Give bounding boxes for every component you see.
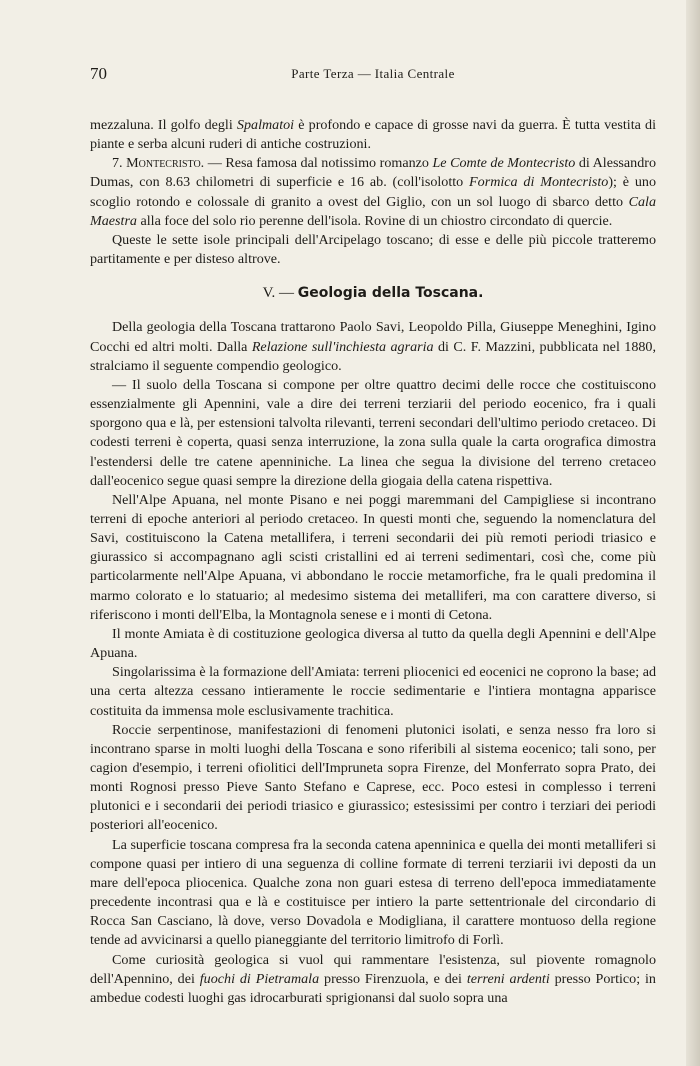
paragraph-geologia-intro: Della geologia della Toscana trattarono Paolo Savi, Leopoldo Pilla, Giuseppe Meneghini, Igino Cocchi ed altri molti. Dalla Relazione sull'inchiesta agraria di C. F. Mazzini, pubblicata nel 1880, stralciamo il seguente compendio geologico. [90, 319, 656, 374]
section-heading: V. — Geologia della Toscana. [262, 285, 484, 302]
running-head: Parte Terza — Italia Centrale [291, 66, 455, 81]
paragraph-golfo: mezzaluna. Il golfo degli Spalmatoi è profondo e capace di grosse navi da guerra. È tutta vestita di piante e serba alcuni ruderi di antiche costruzioni. [90, 117, 657, 153]
paragraph-curiosita: Come curiosità geologica si vuol qui rammentare l'esistenza, sul piovente romagnolo dell'Apennino, dei fuochi di Pietramala presso Firenzuola, e dei terreni ardenti presso Portico; in ambedue codesti luoghi gas idrocarburati sprigionansi dal suolo sopra una [90, 951, 656, 1006]
paragraph-alpe-apuana: Nell'Alpe Apuana, nel monte Pisano e nei poggi maremmani del Campigliese si incontrano terreni di epoche anteriori al periodo cretaceo. In questi monti che, seguendo la nomenclatura del Savi, costituiscono la Catena metallifera, i terreni secondarii dei più remoti periodi triasico e giurassico si accompagnano agli scisti cristallini ed ai terreni sedimentari, così che, come più particolarmente nell'Alpe Apuana, vi abbondano le roccie metamorfiche, fra le quali predomina il marmo colorato e lo statuario; al medesimo sistema dei metalliferi, ma con carattere diverso, si riferiscono i monti dell'Elba, la Montagnola senese e i monti di Cetona. [90, 491, 656, 623]
body-text [90, 116, 656, 1008]
page-number: 70 [90, 64, 107, 83]
page-header [90, 64, 656, 86]
paragraph-roccie-serpentinose: Roccie serpentinose, manifestazioni di fenomeni plutonici isolati, e senza nesso fra loro si incontrano sparse in molti luoghi della Toscana e sono riferibili al sistema eocenico; tali sono, per cagion d'esempio, i terreni ofiolitici dell'Impruneta sopra Firenze, del Monferrato sopra Prato, dei monti Rognosi presso Pieve Santo Stefano e Caprese, ecc. Poco estesi in complesso i terreni plutonici e i secondarii dei periodi triasico e giurassico; estesissimi per contro i terziari dei periodi posteriori all'eocenico. [90, 721, 656, 834]
island-name: Montecristo. [126, 155, 205, 172]
page-edge-shadow [686, 0, 700, 1066]
paragraph-amiata: Il monte Amiata è di costituzione geologica diversa al tutto da quella degli Apennini e dell'Alpe Apuana. [90, 625, 656, 662]
paragraph-suolo: — Il suolo della Toscana si compone per oltre quattro decimi delle rocce che costituiscono essenzialmente gli Apennini, vale a dire dei terreni terziarii del periodo eocenico, fra i quali sporgono qua e là, per estensioni talvolta rilevanti, terreni secondari dell'ultimo periodo cretaceo. Di codesti terreni è coperta, quasi senza interruzione, la zona sulla quale la carta orografica dimostra l'estendersi delle tre catene apenniniche. La linea che segua la divisione del terreno cretaceo dall'eocenico segue quasi sempre la direzione della giogaia della catena rispettiva. [90, 376, 656, 489]
paragraph-sette-isole: Queste le sette isole principali dell'Arcipelago toscano; di esse e delle più piccole tratteremo partitamente e per disteso altrove. [90, 231, 656, 268]
paragraph-superficie-toscana: La superficie toscana compresa fra la seconda catena apenninica e quella dei monti metalliferi si compone quasi per intiero di una seguenza di colline formate di terreni terziarii ivi deposti da un mare dell'epoca pliocenica. Qualche zona non guari estesa di terreno dell'epoca immediatamente precedente incontrasi qua e là e costituisce per intiero la parte settentrionale del circondario di Rocca San Casciano, là dove, verso Dovadola e Modigliana, il carattere montuoso della regione tende ad avvicinarsi a quello pianeggiante del territorio limitrofo di Forlì. [90, 836, 656, 949]
paragraph-montecristo: 7. Montecristo. — Resa famosa dal notissimo romanzo Le Comte de Montecristo di Alessandro Dumas, con 8.63 chilometri di superficie e 16 ab. (coll'isolotto Formica di Montecristo); è uno scoglio rotondo e colossale di granito a ovest del Giglio, con un sol luogo di sbarco detto Cala Maestra alla foce del solo rio perenne dell'isola. Rovine di un chiostro circondato di quercie. [90, 155, 657, 229]
paragraph-formazione-amiata: Singolarissima è la formazione dell'Amiata: terreni pliocenici ed eocenici ne coprono la base; ad una certa altezza cessano intieramente le roccie sedimentarie e l'intiera montagna apparisce costituita da immensa mole esclusivamente trachitica. [90, 664, 656, 719]
